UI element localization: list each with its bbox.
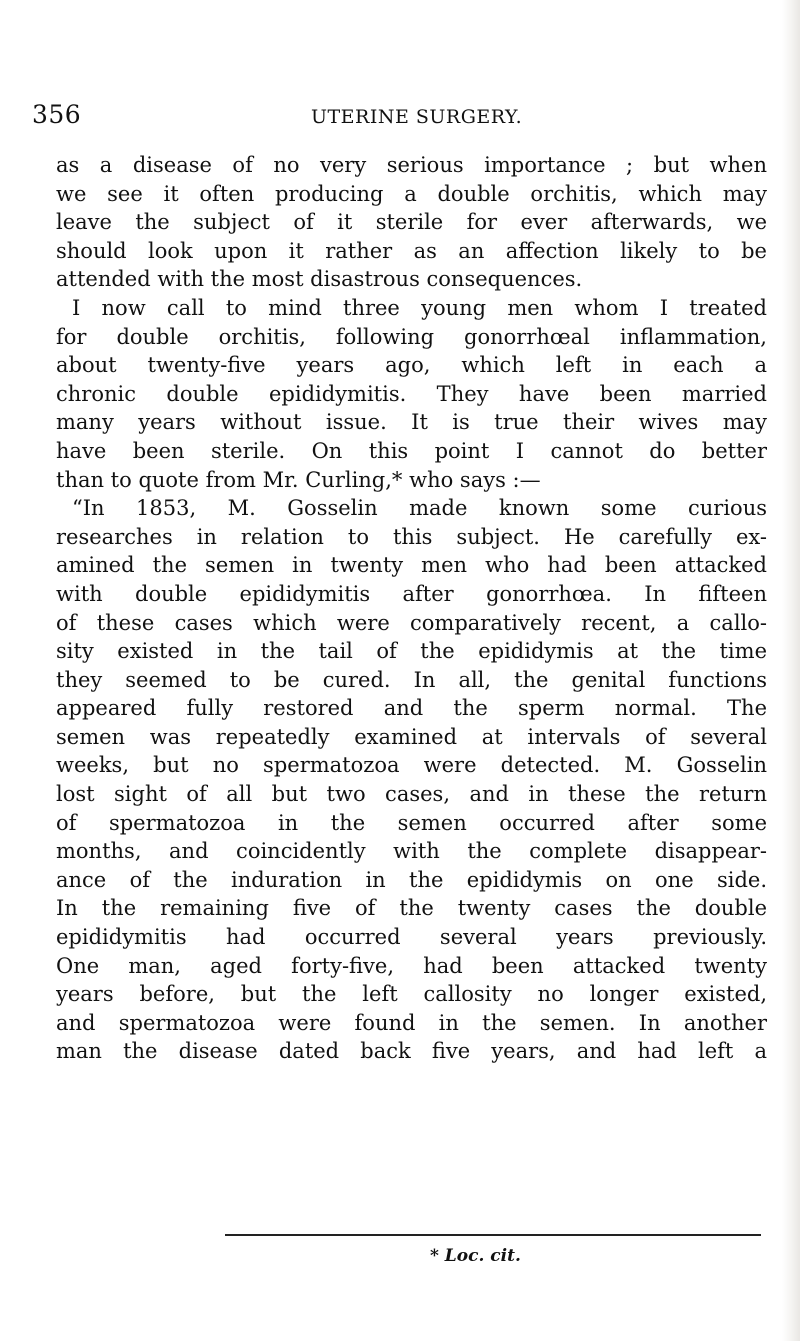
text-line: chronic double epididymitis. They have been married (56, 381, 767, 406)
text-line: of these cases which were comparatively recent, a callo- (56, 610, 767, 635)
text-line: weeks, but no spermatozoa were detected. M. Gosselin (56, 753, 767, 778)
text-line: researches in relation to this subject. He carefully ex- (56, 524, 767, 549)
text-line: One man, aged forty-five, had been attacked twenty (56, 953, 767, 978)
text-line: semen was repeatedly examined at intervals of several (56, 724, 767, 749)
text-line: epididymitis had occurred several years previously. (56, 925, 767, 950)
text-line: should look upon it rather as an affection likely to be (56, 238, 767, 263)
text-line: and spermatozoa were found in the semen. In another (56, 1010, 767, 1035)
text-line: they seemed to be cured. In all, the genital functions (56, 667, 767, 692)
text-line: sity existed in the tail of the epididymis at the time (56, 639, 767, 664)
text-line: of spermatozoa in the semen occurred after some (56, 810, 767, 835)
text-line: I now call to mind three young men whom I treated (72, 295, 767, 320)
text-line: as a disease of no very serious importance ; but when (56, 153, 767, 177)
text-line: have been sterile. On this point I cannot do better (56, 438, 767, 463)
text-line: “In 1853, M. Gosselin made known some curious (72, 496, 767, 521)
text-line: we see it often producing a double orchitis, which may (56, 181, 767, 206)
page-header (32, 96, 752, 130)
footnote: * Loc. cit. (430, 1246, 521, 1266)
body-text (56, 151, 767, 1066)
text-line: lost sight of all but two cases, and in these the return (56, 782, 767, 807)
text-line: than to quote from Mr. Curling,* who says :— (56, 467, 541, 492)
text-line: leave the subject of it sterile for ever afterwards, we (56, 210, 767, 235)
text-line: months, and coincidently with the complete disappear- (56, 839, 767, 864)
text-line: many years without issue. It is true their wives may (56, 410, 767, 435)
page-number: 356 (32, 100, 82, 129)
text-line: attended with the most disastrous consequences. (56, 267, 583, 292)
text-line: years before, but the left callosity no longer existed, (56, 982, 767, 1007)
text-line: with double epididymitis after gonorrhœa. In fifteen (56, 581, 767, 606)
text-line: about twenty-five years ago, which left in each a (56, 353, 767, 378)
text-line: amined the semen in twenty men who had been attacked (56, 553, 767, 578)
footnote-divider (225, 1234, 761, 1236)
text-line: man the disease dated back five years, and had left a (56, 1039, 767, 1064)
text-line: ance of the induration in the epididymis on one side. (56, 867, 767, 892)
text-line: In the remaining five of the twenty cases the double (56, 896, 767, 921)
text-line: for double orchitis, following gonorrhœal inflammation, (56, 324, 767, 349)
page-edge-shadow (782, 0, 800, 1341)
text-line: appeared fully restored and the sperm normal. The (56, 696, 767, 721)
running-title: UTERINE SURGERY. (311, 106, 523, 128)
